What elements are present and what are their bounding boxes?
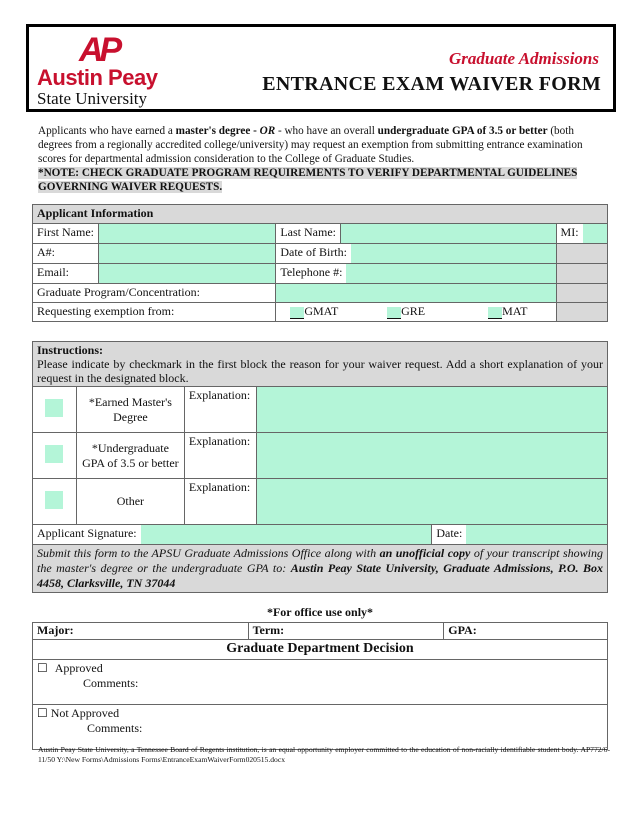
form-header: [26, 24, 616, 112]
mi-field[interactable]: [583, 224, 607, 243]
office-use-title: *For office use only*: [266, 605, 374, 619]
signature-cell: [33, 525, 432, 545]
dob-label: Date of Birth:: [280, 245, 347, 259]
exemption-options: [276, 303, 556, 322]
not-approved-checkbox[interactable]: ☐: [37, 706, 48, 720]
intro-text: Applicants who have earned a: [38, 125, 176, 137]
gpa-label: GPA:: [444, 623, 608, 640]
date-field[interactable]: [466, 525, 607, 544]
a-number-label: A#:: [33, 244, 99, 264]
submit-instructions: [33, 545, 608, 593]
intro-masters: master's degree -: [175, 125, 260, 137]
last-name-label: Last Name:: [276, 224, 341, 244]
instructions-cell: [33, 342, 608, 387]
office-use-table: [32, 622, 608, 750]
masters-explanation-field[interactable]: [256, 387, 607, 433]
intro-note: *NOTE: CHECK GRADUATE PROGRAM REQUIREMENTS TO VERIFY DEPARTMENTAL GUIDELINES GOVERNING WAIVER REQUESTS.: [38, 167, 578, 193]
first-name-label: First Name:: [33, 224, 99, 244]
instructions-heading: Instructions:: [37, 343, 104, 357]
not-approved-block: [33, 705, 608, 750]
gre-option[interactable]: [387, 304, 425, 318]
not-approved-label: Not Approved: [50, 706, 120, 720]
program-field[interactable]: [276, 284, 556, 303]
reason-checkbox-cell: [33, 479, 77, 525]
email-field[interactable]: [99, 264, 276, 284]
approved-checkbox[interactable]: ☐: [37, 661, 48, 675]
logo-austin-peay: Austin Peay: [37, 65, 158, 90]
last-name-field[interactable]: [340, 224, 556, 244]
gmat-option[interactable]: [290, 304, 338, 318]
instructions-table: [32, 341, 608, 593]
mat-option[interactable]: [488, 304, 527, 318]
applicant-information-table: [32, 204, 608, 322]
signature-label: Applicant Signature:: [37, 526, 137, 540]
gmat-label: GMAT: [304, 304, 339, 318]
first-name-field[interactable]: [99, 224, 276, 244]
footer-text: Austin Peay State University, a Tennessee Board of Regents institution, is an equal opportunity employer committed to the education of non-racially identifiable student body. AP772/6-11/50 Y:\New Forms\Admissions Forms\EntranceExamWaiverForm020515.docx: [38, 745, 610, 764]
submit-text: Submit this form to the APSU Graduate Admissions Office along with: [37, 546, 380, 560]
mat-blank[interactable]: [488, 307, 502, 319]
masters-checkbox[interactable]: [45, 399, 63, 417]
dob-field[interactable]: [351, 244, 556, 263]
other-explanation-label: Explanation:: [184, 479, 256, 525]
phone-cell: [276, 264, 556, 284]
gpa-reason-label: *Undergraduate GPA of 3.5 or better: [76, 433, 184, 479]
mat-label: MAT: [502, 304, 528, 318]
not-approved-comments-label: Comments:: [87, 721, 143, 735]
gmat-blank[interactable]: [290, 307, 304, 319]
other-reason-label: Other: [76, 479, 184, 525]
submit-unofficial: an unofficial copy: [379, 546, 471, 560]
phone-label: Telephone #:: [280, 265, 343, 279]
submit-text-2: of your transcript showing the master's degree or the undergraduate GPA to:: [37, 546, 603, 575]
form-title: ENTRANCE EXAM WAIVER FORM: [262, 73, 601, 95]
gre-blank[interactable]: [387, 307, 401, 319]
date-cell: [432, 525, 608, 545]
header-subtitle: Graduate Admissions: [448, 49, 599, 68]
approved-comments-label: Comments:: [83, 676, 139, 690]
exemption-label: Requesting exemption from:: [33, 303, 276, 322]
dob-cell: [276, 244, 556, 264]
phone-field[interactable]: [346, 264, 555, 283]
program-label: Graduate Program/Concentration:: [33, 284, 276, 303]
term-label: Term:: [248, 623, 444, 640]
gpa-checkbox[interactable]: [45, 445, 63, 463]
intro-text-2: - who have an overall: [275, 125, 378, 137]
mi-label: MI:: [560, 225, 579, 239]
gray-cell: [556, 303, 607, 322]
gpa-explanation-field[interactable]: [256, 433, 607, 479]
decision-heading: Graduate Department Decision: [33, 640, 608, 660]
gray-cell: [556, 284, 607, 303]
major-label: Major:: [33, 623, 249, 640]
intro-text-3: (both degrees from a regionally accredited college/university) may request an exemption from submitting entrance examination scores for departmental admission consideration to the College of Graduate Studies.: [38, 125, 583, 165]
mi-cell: [556, 224, 607, 244]
applicant-heading: Applicant Information: [33, 205, 608, 224]
intro-or: OR: [259, 125, 276, 137]
reason-checkbox-cell: [33, 433, 77, 479]
gpa-explanation-label: Explanation:: [184, 433, 256, 479]
masters-reason-label: *Earned Master's Degree: [76, 387, 184, 433]
reason-checkbox-cell: [33, 387, 77, 433]
gray-cell: [556, 264, 607, 284]
instructions-text: Please indicate by checkmark in the first block the reason for your waiver request. Add a short explanation of your request in the designated block.: [37, 357, 603, 385]
submit-address: Austin Peay State University, Graduate Admissions, P.O. Box 4458, Clarksville, TN 37044: [37, 561, 604, 590]
approved-block: [33, 660, 608, 705]
logo-ap-mark: AP: [79, 31, 119, 69]
intro-paragraph: [38, 124, 610, 194]
masters-explanation-label: Explanation:: [184, 387, 256, 433]
gre-label: GRE: [401, 304, 426, 318]
a-number-field[interactable]: [99, 244, 276, 264]
other-explanation-field[interactable]: [256, 479, 607, 525]
other-checkbox[interactable]: [45, 491, 63, 509]
gray-cell: [556, 244, 607, 264]
approved-label: Approved: [54, 661, 103, 675]
logo-state-university: State University: [37, 89, 148, 108]
signature-field[interactable]: [141, 525, 432, 544]
email-label: Email:: [33, 264, 99, 284]
intro-gpa: undergraduate GPA of 3.5 or better: [377, 125, 548, 137]
date-label: Date:: [436, 526, 463, 540]
apsu-logo: [37, 31, 172, 111]
